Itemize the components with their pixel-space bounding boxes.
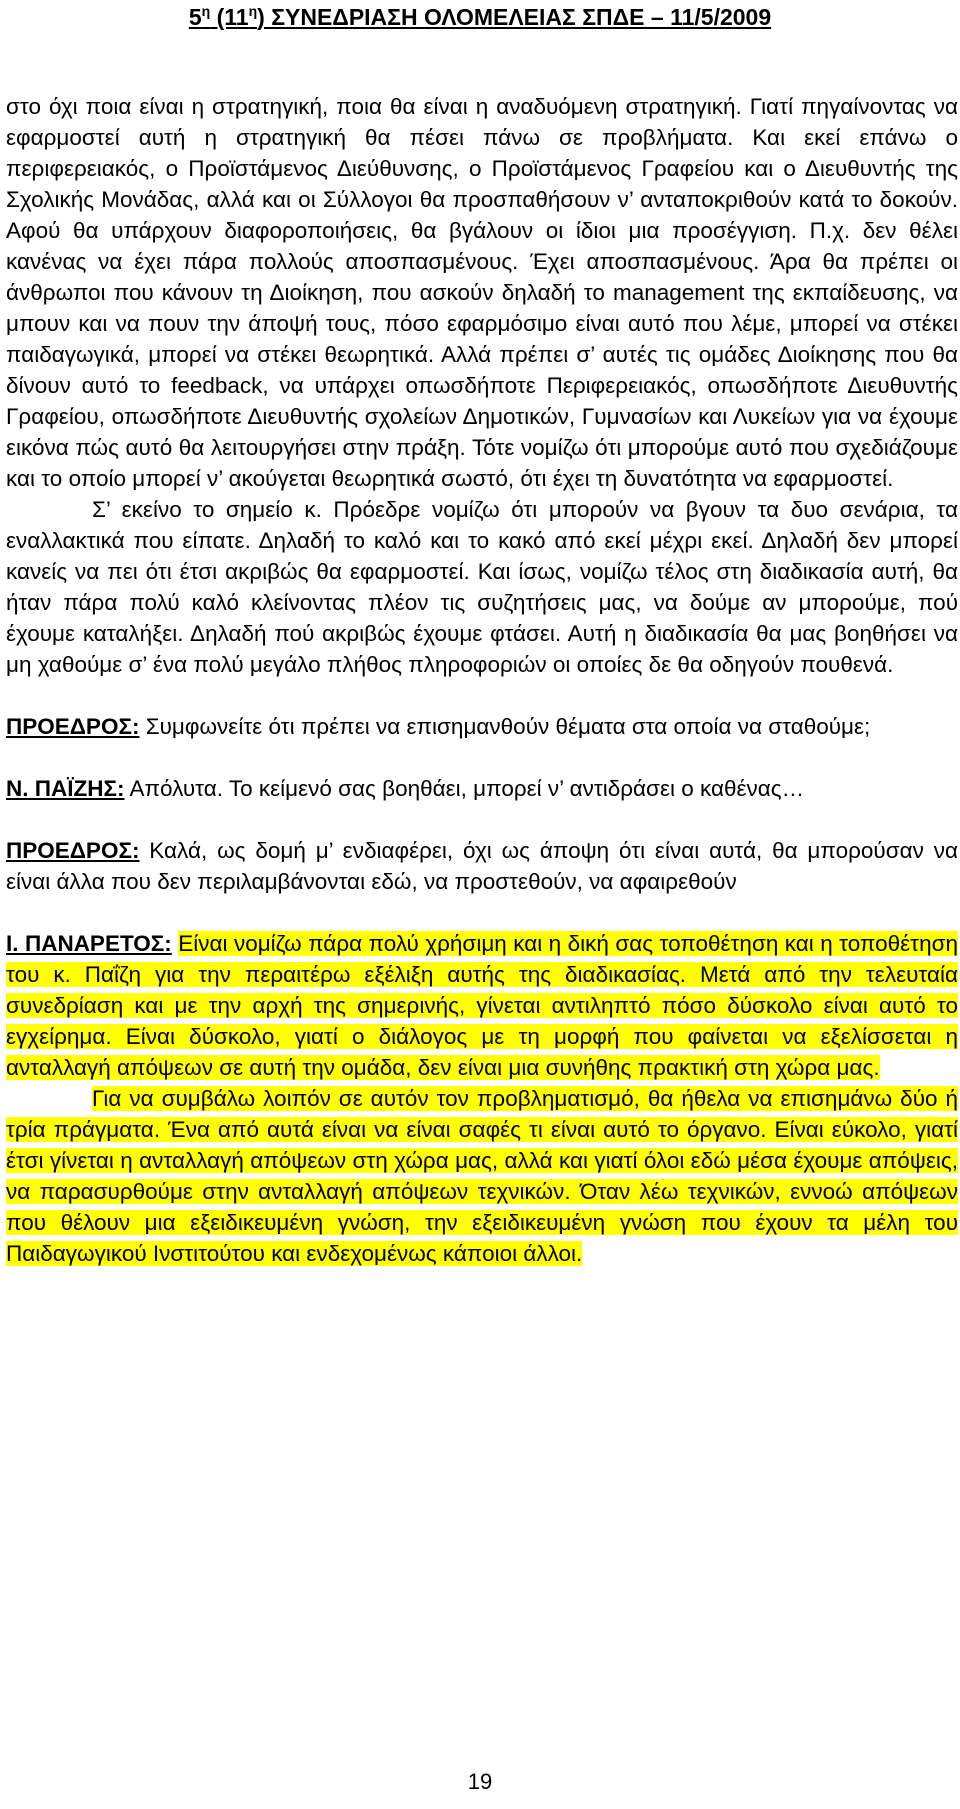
header-superscript-2: η	[248, 3, 258, 19]
speaker-block-proedros-1	[6, 711, 958, 742]
page-number: 19	[467, 1769, 493, 1794]
speaker-name: ΠΡΟΕΔΡΟΣ:	[6, 714, 140, 739]
speaker-block-proedros-2	[6, 835, 958, 897]
speaker-text: Συμφωνείτε ότι πρέπει να επισημανθούν θέματα στα οποία να σταθούμε;	[139, 714, 871, 739]
highlighted-text: Είναι νομίζω πάρα πολύ χρήσιμη και η δική σας τοποθέτηση και η τοποθέτηση του κ. Παΐζη για την περαιτέρω εξέλιξη αυτής της διαδικασίας. Μετά από την τελευταία συνεδρίαση και με την αρχή της σημερινής, γίνεται αντιληπτό πόσο δύσκολο είναι αυτό το εγχείρημα. Είναι δύσκολο, γιατί ο διάλογος με τη μορφή που φαίνεται να εξελίσσεται η ανταλλαγή απόψεων σε αυτή την ομάδα, δεν είναι μια συνήθης πρακτική στη χώρα μας.	[6, 931, 958, 1080]
speaker-name: ΠΡΟΕΔΡΟΣ:	[6, 838, 140, 863]
speaker-text: Απόλυτα. Το κείμενό σας βοηθάει, μπορεί ν’ αντιδράσει ο καθένας…	[124, 776, 805, 801]
spacer	[6, 680, 958, 711]
spacer	[6, 742, 958, 773]
spacer	[6, 897, 958, 928]
highlighted-text: Για να συμβάλω λοιπόν σε αυτόν τον προβληματισμό, θα ήθελα να επισημάνω δύο ή τρία πράγματα. Ένα από αυτά είναι να είναι σαφές τι είναι αυτό το όργανο. Είναι εύκολο, γιατί έτσι γίνεται η ανταλλαγή απόψεων στη χώρα μας, αλλά και γιατί όλοι εδώ μέσα έχουμε απόψεις, να παρασυρθούμε στην ανταλλαγή απόψεων τεχνικών. Όταν λέω τεχνικών, εννοώ απόψεων που θέλουν μια εξειδικευμένη γνώση, την εξειδικευμένη γνώση που έχουν τα μέλη του Παιδαγωγικού Ινστιτούτου και ενδεχομένως κάποιοι άλλοι.	[6, 1086, 958, 1266]
speaker-text: Καλά, ως δομή μ’ ενδιαφέρει, όχι ως άποψη ότι είναι αυτά, θα μπορούσαν να είναι άλλα που δεν περιλαμβάνονται εδώ, να προστεθούν, να αφαιρεθούν	[6, 838, 958, 894]
running-header	[0, 2, 960, 32]
speaker-name: Ν. ΠΑΪΖΗΣ:	[6, 776, 125, 801]
paragraph-highlighted	[6, 1083, 958, 1269]
speaker-block-paizis	[6, 773, 958, 804]
paragraph-scenarios: Σ’ εκείνο το σημείο κ. Πρόεδρε νομίζω ότι μπορούν να βγουν τα δυο σενάρια, τα εναλλακτικά που είπατε. Δηλαδή το καλό και το κακό από εκεί μέχρι εκεί. Δηλαδή δεν μπορεί κανείς να πει ότι έτσι ακριβώς θα εφαρμοστεί. Και ίσως, νομίζω τέλος στη διαδικασία αυτή, θα ήταν πάρα πολύ καλό κλείνοντας πλέον τις συζητήσεις μας, να δούμε αν μπορούμε, πού έχουμε καταλήξει. Δηλαδή πού ακριβώς έχουμε φτάσει. Αυτή η διαδικασία θα μας βοηθήσει να μη χαθούμε σ’ ένα πολύ μεγάλο πλήθος πληροφοριών οι οποίες δε θα οδηγούν πουθενά.	[6, 497, 958, 677]
paragraph-continuation: στο όχι ποια είναι η στρατηγική, ποια θα είναι η αναδυόμενη στρατηγική. Γιατί πηγαίνοντας να εφαρμοστεί αυτή η στρατηγική θα πέσει πάνω σε προβλήματα. Και εκεί επάνω ο περιφερειακός, ο Προϊστάμενος Διεύθυνσης, ο Προϊστάμενος Γραφείου και ο Διευθυντής της Σχολικής Μονάδας, αλλά και οι Σύλλογοι θα προσπαθήσουν ν’ ανταποκριθούν κατά το δοκούν. Αφού θα υπάρχουν διαφοροποιήσεις, θα βγάλουν οι ίδιοι μια προσέγγιση. Π.χ. δεν θέλει κανένας να έχει πάρα πολλούς αποσπασμένους. Έχει αποσπασμένους. Άρα θα πρέπει οι άνθρωποι που κάνουν τη Διοίκηση, που ασκούν δηλαδή το management της εκπαίδευσης, να μπουν και να πουν την άποψή τους, πόσο εφαρμόσιμο είναι αυτό που λέμε, μπορεί να στέκει παιδαγωγικά, μπορεί να στέκει θεωρητικά. Αλλά πρέπει σ’ αυτές τις ομάδες Διοίκησης που θα δίνουν αυτό το feedback, να υπάρχει οπωσδήποτε Περιφερειακός, οπωσδήποτε Διευθυντής Γραφείου, οπωσδήποτε Διευθυντής σχολείων Δημοτικών, Γυμνασίων και Λυκείων για να έχουμε εικόνα πώς αυτό θα λειτουργήσει στην πράξη. Τότε νομίζω ότι μπορούμε αυτό που σχεδιάζουμε και το οποίο μπορεί ν’ ακούγεται θεωρητικά σωστό, ότι έχει τη δυνατότητα να εφαρμοστεί.	[6, 94, 958, 491]
speaker-block-panaretos	[6, 928, 958, 1083]
header-superscript-1: η	[201, 3, 211, 19]
header-title: $5^\eta$ $(11^\eta)$ ΣΥΝΕΔΡΙΑΣΗ ΟΛΟΜΕΛΕΙΑΣ ΣΠΔΕ – 11/5/2009	[188, 3, 772, 30]
spacer	[6, 804, 958, 835]
document-body	[6, 91, 958, 1269]
speaker-name: Ι. ΠΑΝΑΡΕΤΟΣ:	[6, 931, 172, 956]
